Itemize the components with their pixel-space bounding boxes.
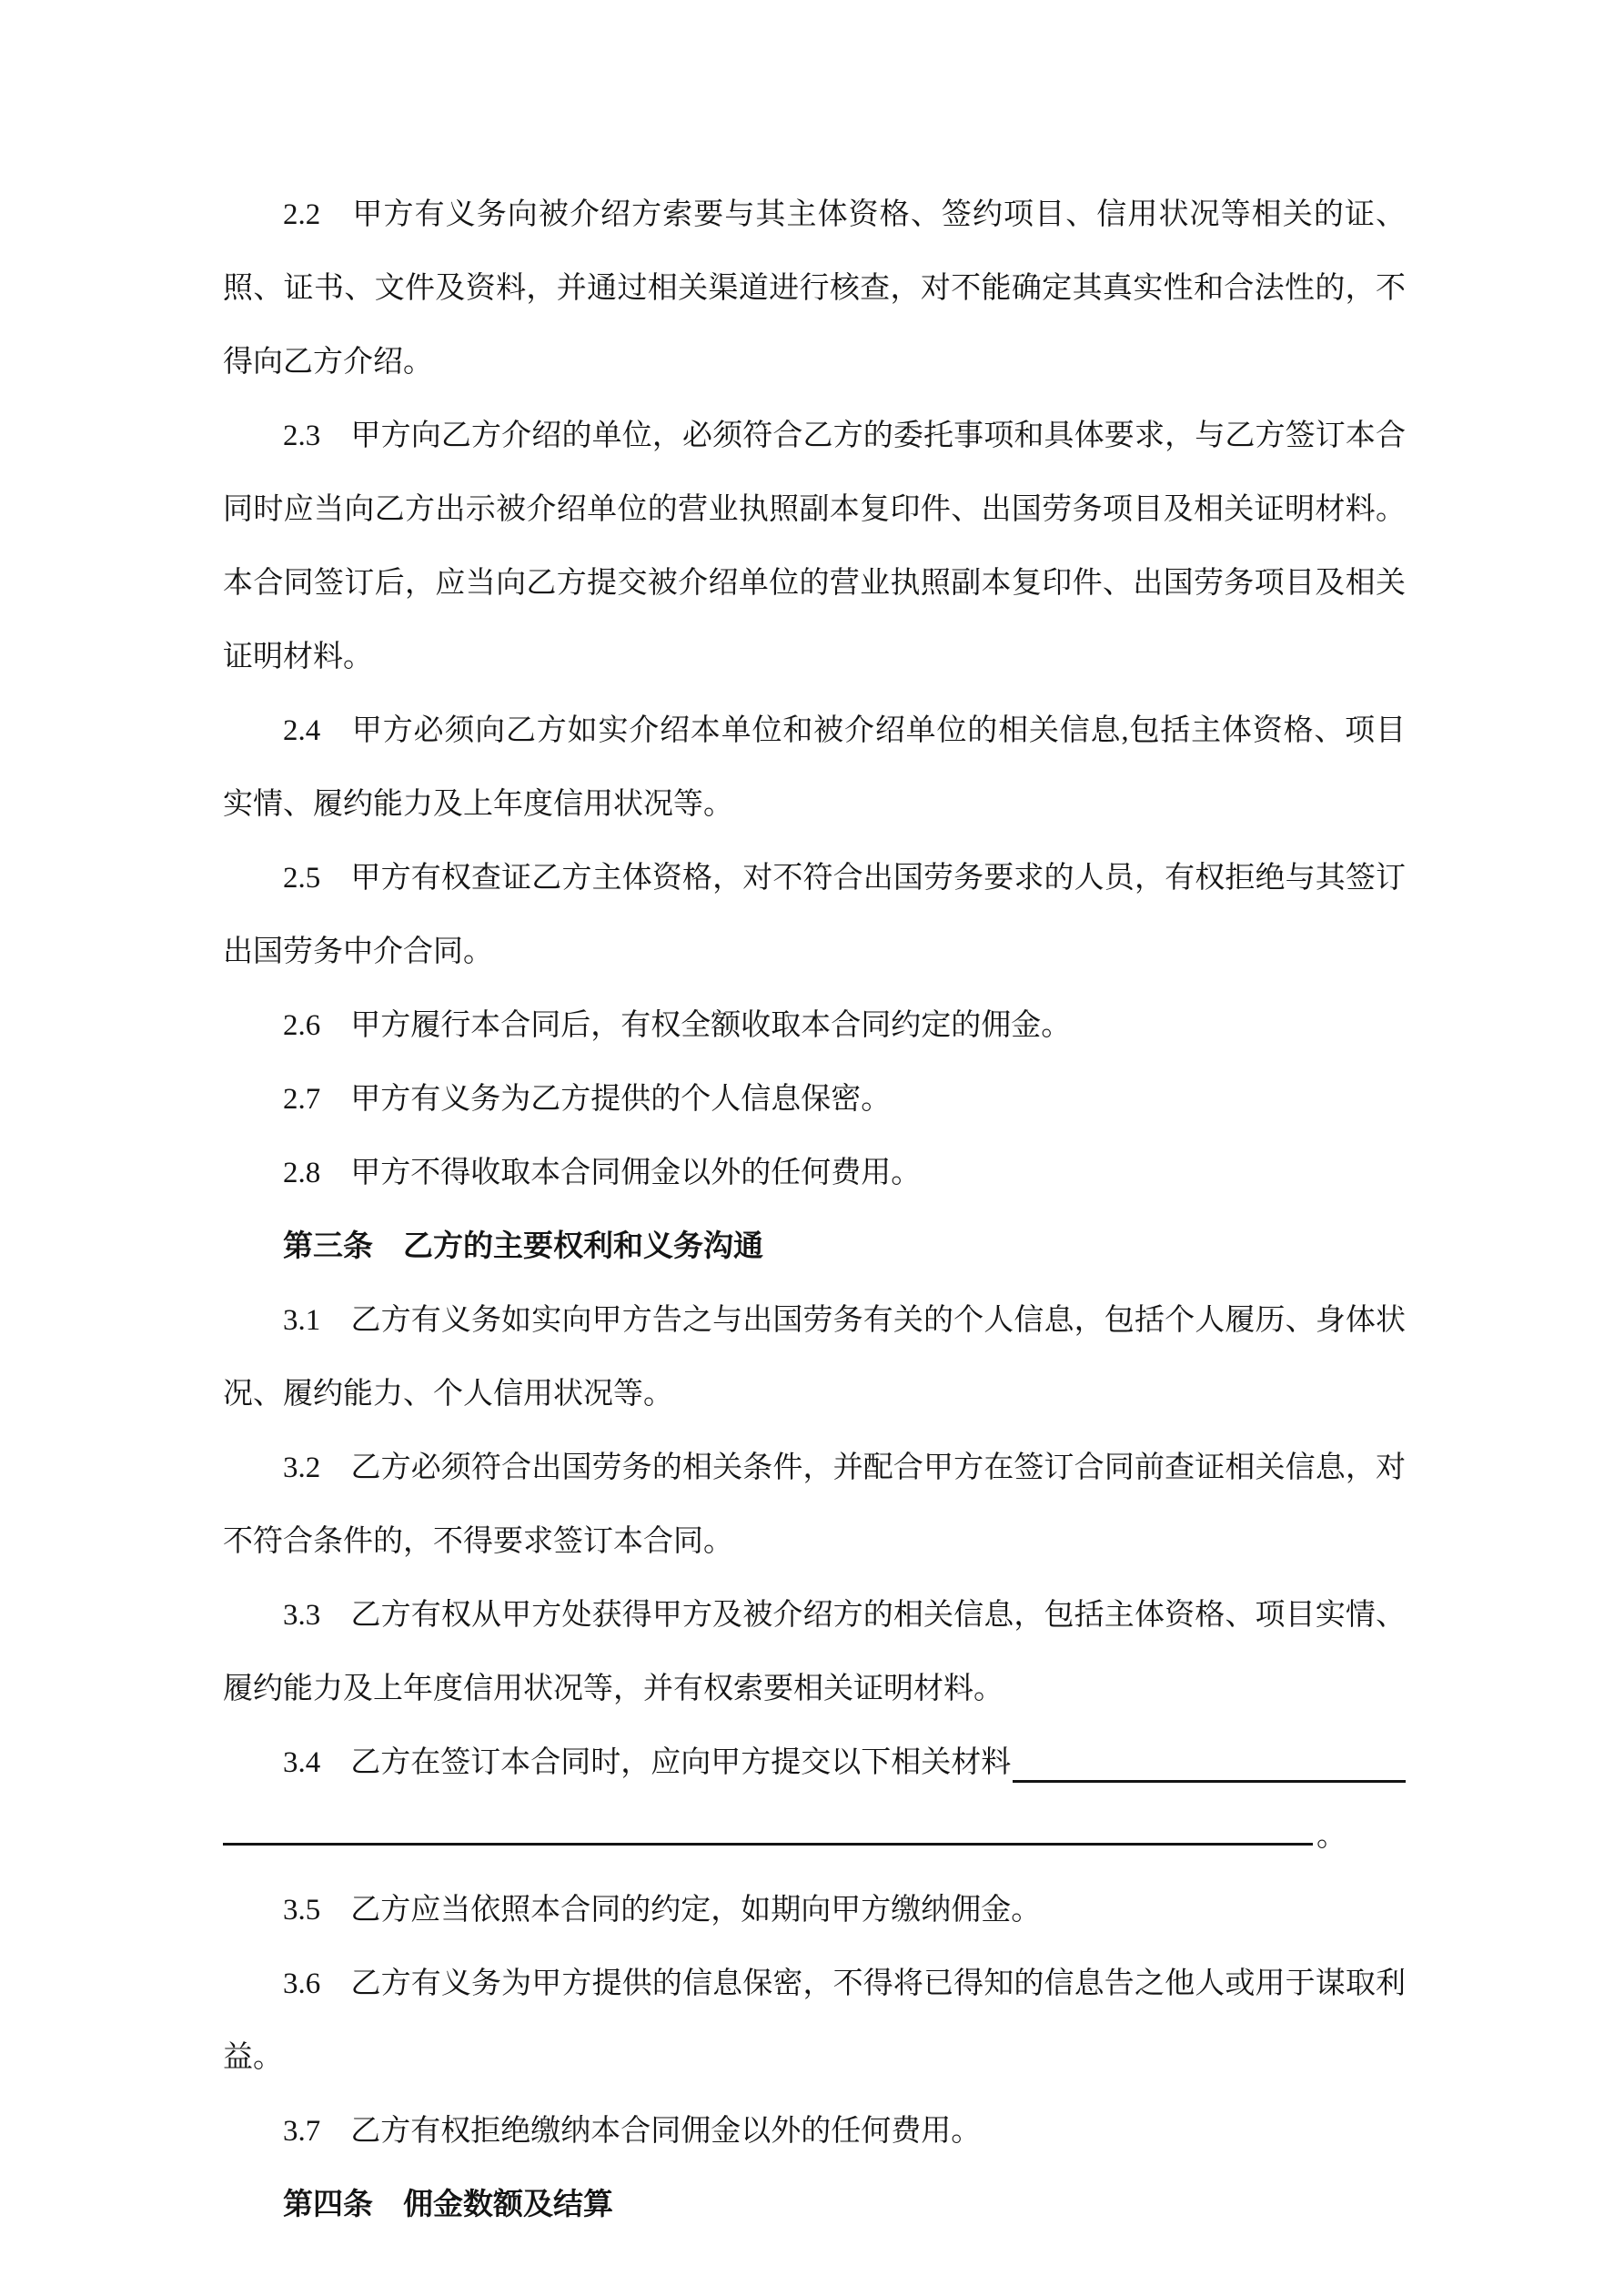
clause-2-5: 2.5 甲方有权查证乙方主体资格，对不符合出国劳务要求的人员，有权拒绝与其签订出国劳务中介合同。: [223, 862, 1406, 968]
clause-3-3: 3.3 乙方有权从甲方处获得甲方及被介绍方的相关信息，包括主体资格、项目实情、履约能力及上年度信用状况等，并有权索要相关证明材料。: [223, 1599, 1406, 1705]
clause-2-7: 2.7 甲方有义务为乙方提供的个人信息保密。: [283, 1083, 892, 1116]
clause-2-8: 2.8 甲方不得收取本合同佣金以外的任何费用。: [283, 1157, 922, 1189]
clause-3-1: 3.1 乙方有义务如实向甲方告之与出国劳务有关的个人信息，包括个人履历、身体状况、履约能力、个人信用状况等。: [223, 1304, 1406, 1411]
clause-3-5: 3.5 乙方应当依照本合同的约定，如期向甲方缴纳佣金。: [283, 1894, 1042, 1927]
clause-3-4-text: 3.4 乙方在签订本合同时，应向甲方提交以下相关材料: [283, 1746, 1012, 1779]
clause-3-4-period: 。: [1316, 1820, 1347, 1853]
heading-article-4: 第四条 佣金数额及结算: [283, 2189, 613, 2221]
clause-3-7: 3.7 乙方有权拒绝缴纳本合同佣金以外的任何费用。: [283, 2115, 982, 2148]
clause-3-2: 3.2 乙方必须符合出国劳务的相关条件，并配合甲方在签订合同前查证相关信息，对不符合条件的，不得要求签订本合同。: [223, 1451, 1406, 1558]
clause-2-2: 2.2 甲方有义务向被介绍方索要与其主体资格、签约项目、信用状况等相关的证、照、证书、文件及资料，并通过相关渠道进行核查，对不能确定其真实性和合法性的，不得向乙方介绍。: [223, 198, 1406, 379]
clause-3-6: 3.6 乙方有义务为甲方提供的信息保密，不得将已得知的信息告之他人或用于谋取利益。: [223, 1967, 1406, 2074]
clause-3-4: [223, 1726, 1406, 1874]
blank-underline-segment-2: [223, 1836, 1313, 1846]
blank-underline-segment-1: [1013, 1726, 1406, 1783]
heading-article-3: 第三条 乙方的主要权利和义务沟通: [283, 1230, 763, 1263]
clause-2-3: 2.3 甲方向乙方介绍的单位，必须符合乙方的委托事项和具体要求，与乙方签订本合同时应当向乙方出示被介绍单位的营业执照副本复印件、出国劳务项目及相关证明材料。本合同签订后，应当向乙方提交被介绍单位的营业执照副本复印件、出国劳务项目及相关证明材料。: [223, 420, 1406, 673]
clause-2-4: 2.4 甲方必须向乙方如实介绍本单位和被介绍单位的相关信息,包括主体资格、项目实情、履约能力及上年度信用状况等。: [223, 714, 1406, 821]
clause-2-6: 2.6 甲方履行本合同后，有权全额收取本合同约定的佣金。: [283, 1009, 1072, 1042]
